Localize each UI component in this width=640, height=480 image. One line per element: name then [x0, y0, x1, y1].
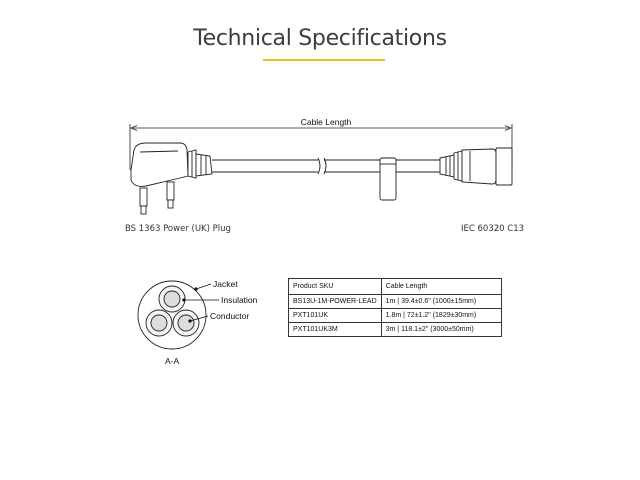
insulation-label: Insulation	[221, 295, 258, 305]
conductor-label: Conductor	[210, 311, 250, 321]
section-label: A-A	[165, 356, 180, 366]
length-cell: 1m | 39.4±0.6" (1000±15mm)	[381, 295, 501, 309]
table-header-row	[289, 279, 502, 295]
header-length: Cable Length	[381, 279, 501, 295]
jacket-label: Jacket	[213, 279, 238, 289]
sku-cell: PXT101UK3M	[289, 323, 382, 337]
length-cell: 3m | 118.1±2" (3000±50mm)	[381, 323, 501, 337]
cable-length-label: Cable Length	[300, 117, 352, 127]
uk-plug-label: BS 1363 Power (UK) Plug	[125, 224, 231, 234]
header-sku: Product SKU	[289, 279, 382, 295]
length-cell: 1.8m | 72±1.2" (1829±30mm)	[381, 309, 501, 323]
table-row	[289, 309, 502, 323]
sku-cell: PXT101UK	[289, 309, 382, 323]
sku-cell: BS13U-1M-POWER-LEAD	[289, 295, 382, 309]
c13-connector-label: IEC 60320 C13	[461, 224, 525, 234]
table-row	[289, 323, 502, 337]
sku-table	[288, 278, 502, 337]
page-title: Technical Specifications	[193, 26, 447, 51]
table-row	[289, 295, 502, 309]
